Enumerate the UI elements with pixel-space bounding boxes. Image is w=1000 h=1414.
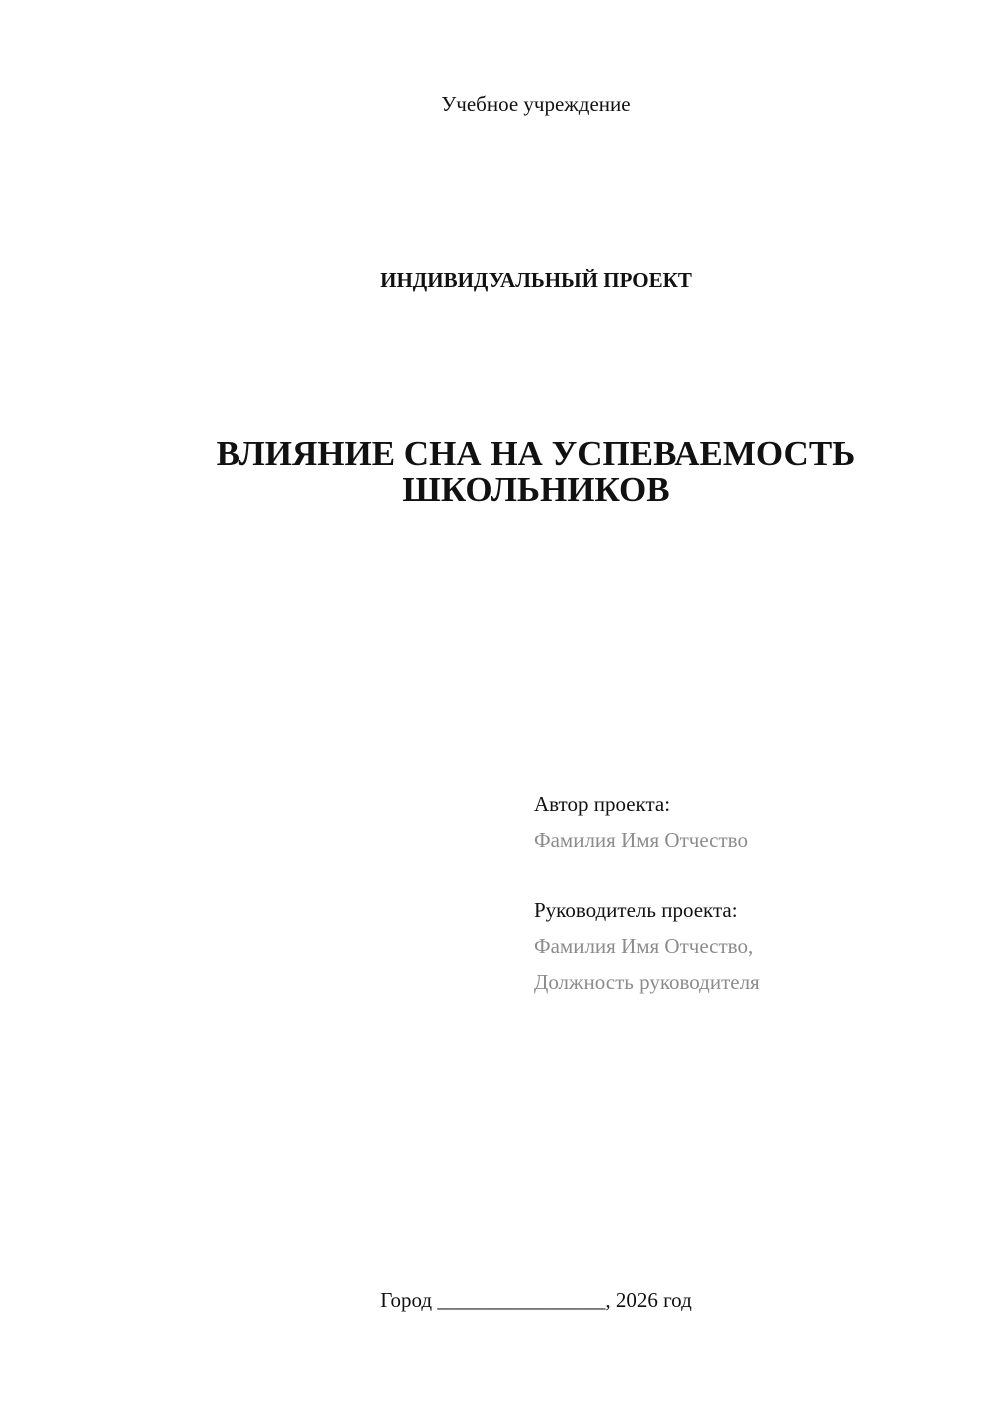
project-title (0, 436, 1000, 508)
supervisor-name: Фамилия Имя Отчество, (534, 934, 754, 958)
institution-name: Учебное учреждение (441, 92, 631, 116)
city-year-line: Город ________________, 2026 год (380, 1288, 692, 1312)
author-label: Автор проекта: (534, 792, 671, 816)
supervisor-label: Руководитель проекта: (534, 898, 738, 922)
project-title-line-1: ВЛИЯНИЕ СНА НА УСПЕВАЕМОСТЬ (216, 434, 856, 473)
project-title-line-2: ШКОЛЬНИКОВ (402, 470, 670, 509)
project-type-label: ИНДИВИДУАЛЬНЫЙ ПРОЕКТ (380, 268, 692, 292)
supervisor-position: Должность руководителя (534, 970, 760, 994)
project-info-block (534, 786, 974, 1000)
author-name: Фамилия Имя Отчество (534, 828, 748, 852)
info-spacer (534, 858, 974, 892)
